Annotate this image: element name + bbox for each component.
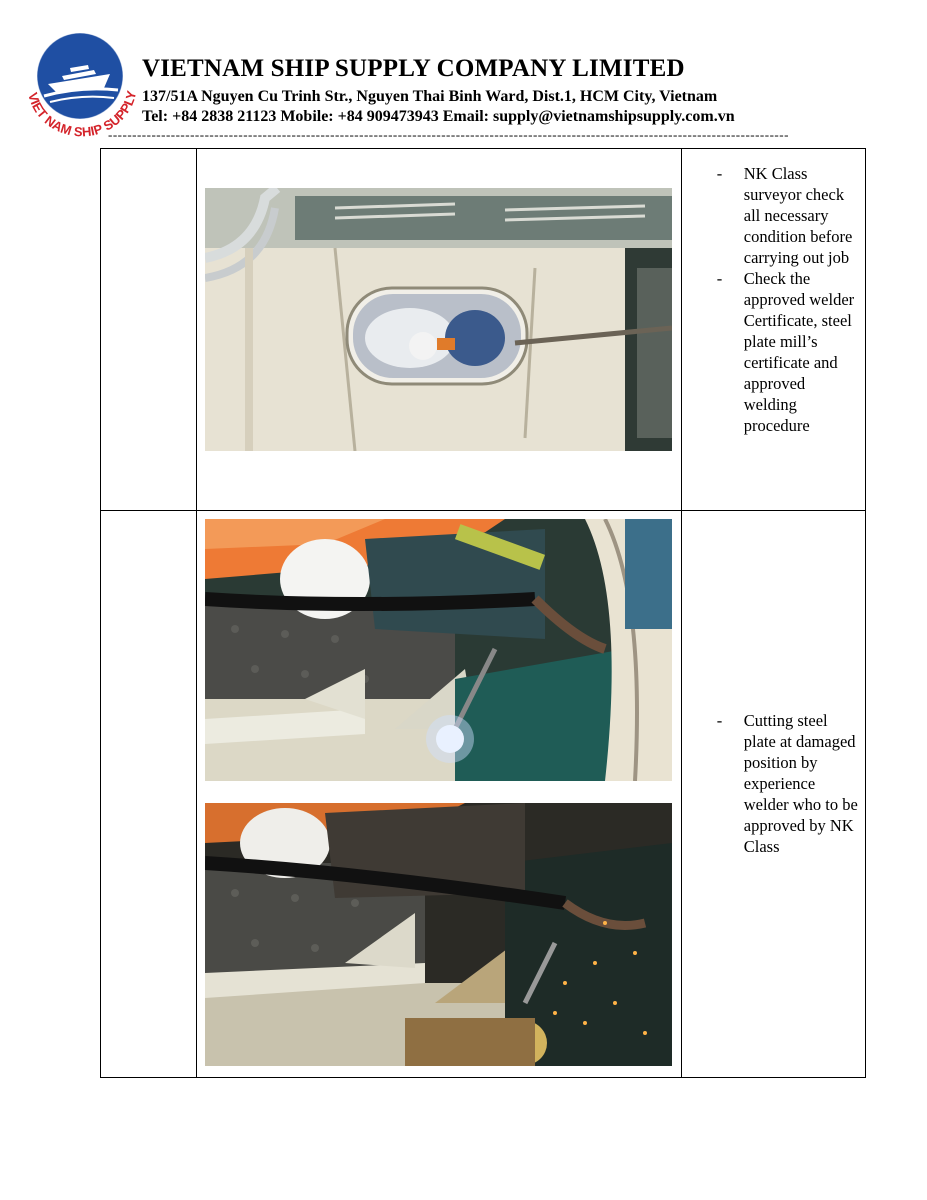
company-name: VIETNAM SHIP SUPPLY COMPANY LIMITED bbox=[142, 55, 685, 82]
list-item: - NK Class surveyor check all necessary condition before carrying out job bbox=[682, 163, 865, 268]
list-item: - Cutting steel plate at damaged position by experience welder who to be approved by NK Class bbox=[682, 710, 865, 857]
notes-list bbox=[682, 511, 865, 857]
list-item: - Check the approved welder Certificate, steel plate mill’s certificate and approved welding procedure bbox=[682, 268, 865, 436]
notes-cell bbox=[681, 511, 865, 1078]
company-address: 137/51A Nguyen Cu Trinh Str., Nguyen Thai Binh Ward, Dist.1, HCM City, Vietnam bbox=[142, 88, 718, 105]
notes-cell bbox=[681, 149, 865, 511]
header-separator: --------------------------------------------------------------------------------------------------------------------------------------------- bbox=[108, 128, 789, 142]
logo-text: VIET NAM SHIP SUPPLY bbox=[25, 89, 140, 140]
company-contact: Tel: +84 2838 21123 Mobile: +84 909473943 Email: supply@vietnamshipsupply.com.vn bbox=[142, 108, 735, 125]
table-row bbox=[101, 511, 866, 1078]
photo-welder-cutting-1 bbox=[205, 519, 672, 781]
photo-welder-cutting-2 bbox=[205, 803, 672, 1066]
company-logo bbox=[14, 30, 144, 140]
photo-cell bbox=[197, 511, 682, 1078]
row-number-cell bbox=[101, 149, 197, 511]
report-table bbox=[100, 148, 866, 1078]
table-row bbox=[101, 149, 866, 511]
row-number-cell bbox=[101, 511, 197, 1078]
photo-cell bbox=[197, 149, 682, 511]
notes-list bbox=[682, 149, 865, 436]
photo-tank-opening bbox=[205, 188, 672, 451]
